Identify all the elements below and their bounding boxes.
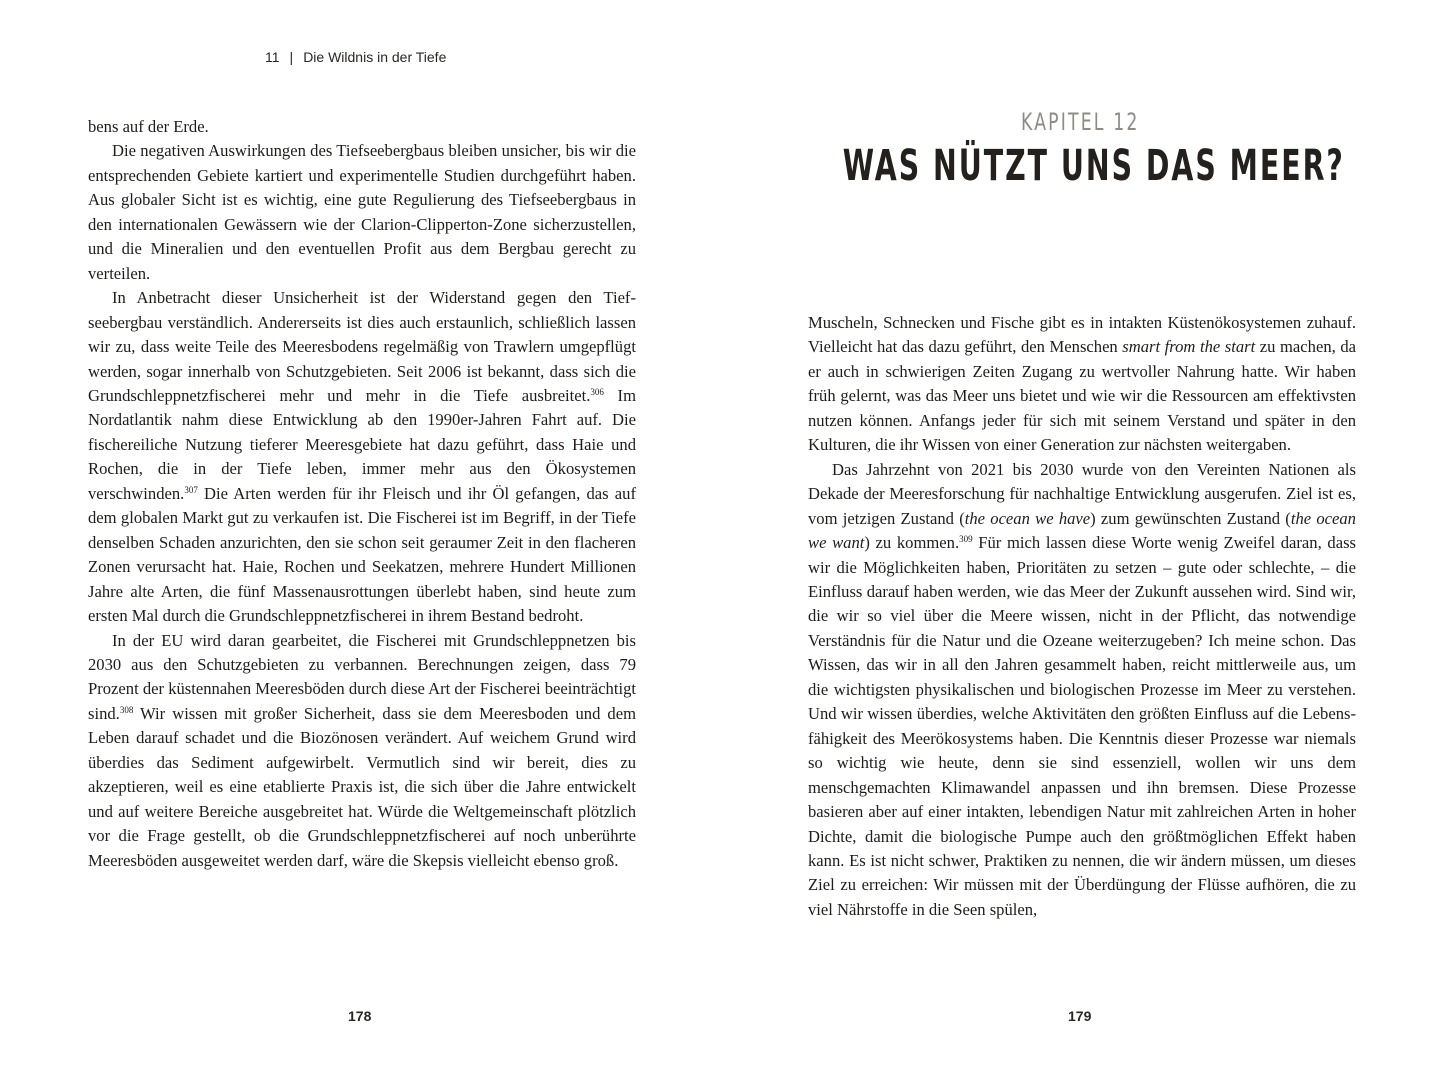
running-head-separator: | [289, 49, 294, 65]
page-number-right: 179 [1068, 1008, 1092, 1024]
paragraph [88, 139, 636, 286]
paragraph [88, 629, 636, 874]
text-run: In der EU wird daran gearbeitet, die Fischerei mit Grundschleppnetzen bis 2030 aus den Schutzgebieten zu verbannen. Berechnungen zeigen, dass 79 Prozent der küstennahen Meeresböden durch diese Art der Fischerei beeinträchtigt sind. [88, 630, 636, 723]
paragraph [88, 286, 636, 628]
text-run: Im Nordatlantik nahm diese Entwicklung ab den 1990er-Jahren Fahrt auf. Die fischereiliche Nutzung tieferer Meeresgebiete hat dazu geführt, dass Haie und Rochen, die in der Tiefe leben, immer mehr aus den Ökosystemen verschwinden. [88, 385, 636, 503]
text-run: Die negativen Auswirkungen des Tiefseebergbaus bleiben unsicher, bis wir die entsprechenden Gebiete kartiert und experimentelle Studien durchgeführt haben. Aus globaler Sicht ist es wichtig, eine gute Regulierung des Tiefseebergbaus in den internationalen Gewässern wie der Clarion-Clipperton-Zone sicherzustellen, und die Mineralien und den eventuellen Profit aus dem Bergbau gerecht zu verteilen. [88, 141, 636, 283]
text-run: zu machen, da er auch in schwierigen Zeiten Zugang zu wertvoller Nahrung hatte. Wir haben früh gelernt, was das Meer uns bietet und wie wir die Ressourcen am effektivsten nutzen können. Anfangs jeder für sich mit seinem Verstand und später in den Kulturen, die ihr Wissen von einer Generation zur nächsten weitergaben. [808, 337, 1356, 455]
italic-phrase: smart from the start [1122, 337, 1256, 357]
page-number-left: 178 [348, 1008, 372, 1024]
right-page [720, 0, 1440, 1080]
italic-phrase: the ocean we want [808, 508, 1356, 553]
text-run: Die Arten werden für ihr Fleisch und ihr Öl gefangen, das auf dem globalen Markt gut zu verkaufen ist. Die Fischerei ist im Begriff, in der Tiefe denselben Schaden anzurichten, den sie schon seit geraumer Zeit in den flacheren Zonen verursacht hat. Haie, Rochen und Seekatzen, mehrere Hundert Millionen Jahre alte Arten, die fünf Massenausrottungen überlebt haben, sind heute zum ersten Mal durch die Grundschleppnetzfischerei in ihrem Bestand bedroht. [88, 483, 636, 626]
running-head-chapter-number: 11 [265, 49, 280, 65]
text-run: bens auf der Erde. [88, 117, 209, 136]
footnote-ref: 306 [590, 386, 604, 397]
text-run: Das Jahrzehnt von 2021 bis 2030 wurde von den Vereinten Nationen als Dekade der Meeresforschung für nachhaltige Entwicklung ausgerufen. Ziel ist es, vom jetzigen Zustand ( [808, 459, 1356, 528]
text-run: ) zum gewünschten Zustand ( [1090, 508, 1291, 528]
running-head-chapter-title: Die Wildnis in der Tiefe [303, 49, 447, 65]
paragraph [88, 115, 636, 139]
footnote-ref: 307 [184, 484, 198, 495]
right-body-text [808, 311, 1356, 922]
chapter-label: KAPITEL 12 [1021, 108, 1140, 136]
footnote-ref: 309 [959, 534, 973, 545]
text-run: ) zu kommen. [864, 533, 960, 553]
text-run: Muscheln, Schnecken und Fische gibt es in intakten Küstenökosystemen zuhauf. Vielleicht hat das dazu geführt, den Menschen [808, 313, 1356, 357]
footnote-ref: 308 [119, 704, 134, 715]
left-body-text [88, 115, 636, 873]
text-run: In Anbetracht dieser Unsicherheit ist der Widerstand gegen den Tiefseebergbau verständlich. Andererseits ist dies auch erstaunlich, schließlich lassen wir zu, dass weite Teile des Meeresbodens regelmäßig von Trawlern umgepflügt werden, sogar innerhalb von Schutzgebieten. Seit 2006 ist bekannt, dass sich die Grundschleppnetzfischerei mehr und mehr in die Tiefe ausbreitet. [88, 288, 636, 405]
paragraph [808, 458, 1356, 923]
running-head [265, 49, 446, 65]
italic-phrase: the ocean we have [964, 508, 1091, 528]
text-run: Wir wissen mit großer Sicherheit, dass sie dem Meeresboden und dem Leben darauf schadet und die Biozönosen verändert. Auf weichem Grund wird überdies das Sediment aufgewirbelt. Vermutlich sind wir bereit, dies zu akzeptieren, weil es eine etablierte Praxis ist, die sich über die Jahre entwickelt und auf weitere Bereiche ausgebreitet hat. Würde die Weltgemeinschaft plötzlich vor die Frage gestellt, ob die Grundschleppnetzfischerei auf noch unberührte Meeresböden ausgeweitet werden darf, wäre die Skepsis vielleicht ebenso groß. [88, 703, 636, 870]
paragraph [808, 311, 1356, 458]
chapter-title: WAS NÜTZT UNS DAS MEER? [842, 141, 1345, 191]
text-run: Für mich lassen diese Worte wenig Zweifel daran, dass wir die Möglichkeiten haben, Prioritäten zu setzen – gute oder schlechte, – die Einfluss darauf haben werden, wie das Meer der Zukunft aussehen wird. Sind wir, die wir so viel über die Meere wissen, nicht in der Pflicht, das notwendige Verständnis für die Natur und die Ozeane weiterzugeben? Ich meine schon. Das Wissen, das wir in all den Jahren gesammelt haben, reicht mittlerweile aus, um die wichtigsten physikalischen und biologischen Prozesse im Meer zu verstehen. Und wir wissen überdies, welche Aktivitäten den größten Einfluss auf die Lebensfähigkeit des Meerökosystems haben. Die Kenntnis dieser Prozesse war niemals so wichtig wie heute, denn sie sind essenziell, wollen wir uns dem menschgemachten Klimawandel anpassen und ihn bremsen. Diese Prozesse basieren aber auf einer intakten, lebendigen Natur mit zahlreichen Arten in hoher Dichte, damit die biologische Pumpe auch den größtmöglichen Effekt haben kann. Es ist nicht schwer, Praktiken zu nennen, die wir ändern müssen, um dieses Ziel zu erreichen: Wir müssen mit der Überdüngung der Flüsse aufhören, die zu viel Nährstoffe in die Seen spülen, [808, 533, 1356, 919]
